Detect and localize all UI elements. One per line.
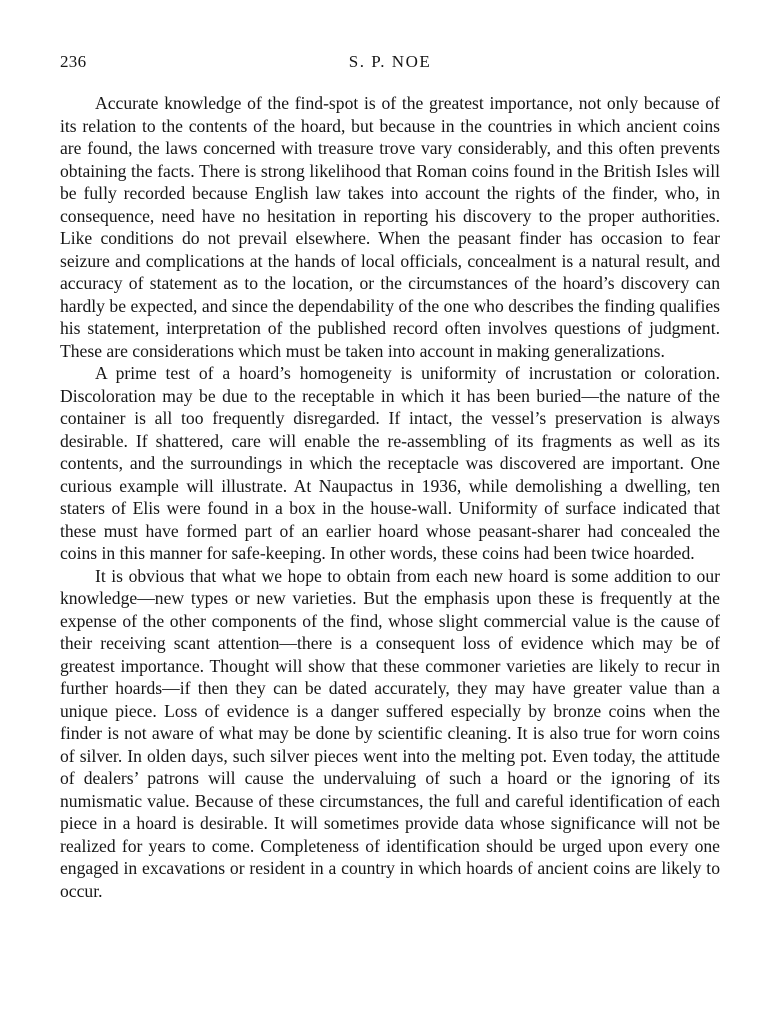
paragraph-new-hoard: It is obvious that what we hope to obtain from each new hoard is some addition to our knowledge—new types or new varieties. But the emphasis upon these is frequently at the expense of the other components of the find, whose slight commercial value is the cause of their receiving scant attention—there is a consequent loss of evidence which may be of greatest importance. Thought will show that these commoner varieties are likely to recur in further hoards—if then they can be dated accurately, they may have greater value than a unique piece. Loss of evidence is a danger suffered especially by bronze coins when the finder is not aware of what may be done by scientific cleaning. It is also true for worn coins of silver. In olden days, such silver pieces went into the melting pot. Even today, the attitude of dealers’ patrons will cause the undervaluing of such a hoard or the ignoring of its numismatic value. Because of these circumstances, the full and careful identification of each piece in a hoard is desirable. It will sometimes provide data whose significance will not be realized for years to come. Completeness of identification should be urged upon every one engaged in excavations or resident in a country in which hoards of ancient coins are likely to occur. (60, 565, 720, 901)
book-page (60, 52, 720, 902)
paragraph-find-spot: Accurate knowledge of the find-spot is of the greatest importance, not only because of its relation to the contents of the hoard, but because in the countries in which ancient coins are found, the laws concerned with treasure trove vary considerably, and this often prevents obtaining the facts. There is strong likelihood that Roman coins found in the British Isles will be fully recorded because English law takes into account the rights of the finder, who, in consequence, need have no hesitation in reporting his discovery to the proper authorities. Like conditions do not prevail elsewhere. When the peasant finder has occasion to fear seizure and complications at the hands of local officials, concealment is a natural result, and accuracy of statement as to the location, or the circumstances of the hoard’s discovery can hardly be expected, and since the dependability of the one who describes the finding qualifies his statement, interpretation of the published record often involves questions of judgment. These are considerations which must be taken into account in making generalizations. (60, 93, 720, 361)
page-number: 236 (60, 52, 87, 71)
running-head-author: S. P. NOE (348, 52, 432, 71)
page-header (60, 52, 720, 78)
body-text (60, 92, 720, 902)
paragraph-homogeneity: A prime test of a hoard’s homogeneity is uniformity of incrustation or coloration. Discoloration may be due to the receptable in which it has been buried—the nature of the container is all too frequently disregarded. If intact, the vessel’s preservation is always desirable. If shattered, care will enable the re-assembling of its fragments as well as its contents, and the surroundings in which the receptacle was discovered are important. One curious example will illustrate. At Naupactus in 1936, while demolishing a dwelling, ten staters of Elis were found in a box in the house-wall. Uniformity of surface indicated that these must have formed part of an earlier hoard whose peasant-sharer had concealed the coins in this manner for safe-keeping. In other words, these coins had been twice hoarded. (60, 363, 720, 563)
